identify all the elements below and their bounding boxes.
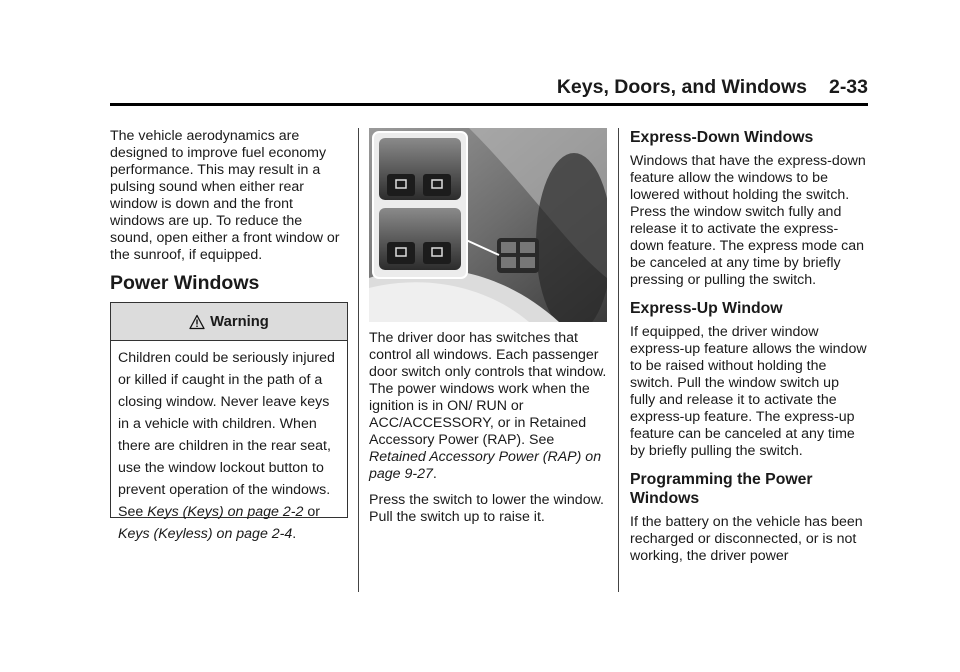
header-rule [110, 103, 868, 106]
power-windows-heading-wrap [110, 271, 346, 295]
ref-rap: Retained Accessory Power (RAP) on page 9-27 [369, 449, 602, 482]
door-switch-illustration [369, 128, 607, 322]
warning-header [111, 303, 347, 341]
programming-heading: Programming the Power Windows [630, 471, 813, 507]
driver-switch-text: The driver door has switches that control all windows. Each passenger door switch only controls that window. The power windows work when the ignition is in ON/ RUN or ACC/ACCESSORY, or in Retained Accessory Power (RAP). See [369, 330, 607, 448]
driver-switch-paragraph [369, 330, 607, 483]
section-heading: Power Windows [110, 272, 260, 294]
page-number: 2-33 [828, 76, 868, 98]
programming-paragraph: If the battery on the vehicle has been recharged or disconnected, or is not working, the driver power [630, 514, 863, 564]
section-title: Keys, Doors, and Windows [556, 76, 807, 98]
column-3 [630, 128, 868, 565]
warning-end: . [292, 526, 297, 542]
ref-keys-keys: Keys (Keys) on page 2-2 [147, 504, 304, 520]
column-2 [369, 330, 607, 526]
ref-keys-keyless: Keys (Keyless) on page 2-4 [118, 526, 293, 542]
express-up-paragraph: If equipped, the driver window express-up feature allows the window to be raised without holding the switch. Pull the window switch up fully and release it to activate the express-up feature. The express-up feature can be canceled at any time by briefly pulling the switch. [630, 324, 867, 459]
warning-text [111, 341, 347, 545]
column-1 [110, 128, 346, 264]
warning-title: Warning [210, 313, 269, 330]
warning-body: Children could be seriously injured or killed if caught in the path of a closing window. Never leave keys in a vehicle with children. When there are children in the rear seat, use the window lockout button to prevent operation of the windows. See [118, 350, 335, 520]
p1-end: . [432, 466, 437, 482]
warning-triangle-icon [189, 314, 205, 330]
column-divider-left [358, 128, 359, 592]
press-switch-paragraph: Press the switch to lower the window. Pull the switch up to raise it. [369, 492, 604, 525]
intro-paragraph: The vehicle aerodynamics are designed to improve fuel economy performance. This may result in a pulsing sound when either rear window is down and the front windows are up. To reduce the sound, open either a front window or the sunroof, if equipped. [110, 128, 340, 263]
page-header [110, 76, 868, 99]
express-up-heading: Express-Up Window [630, 300, 783, 317]
warning-or: or [307, 504, 320, 520]
column-divider-right [618, 128, 619, 592]
express-down-heading: Express-Down Windows [630, 129, 814, 146]
express-down-paragraph: Windows that have the express-down feature allow the windows to be lowered without holding the switch. Press the window switch fully and release it to activate the express-down feature. The express mode can be canceled at any time by briefly pressing or pulling the switch. [630, 153, 866, 288]
window-switch-photo [369, 128, 607, 322]
warning-box [110, 302, 348, 542]
